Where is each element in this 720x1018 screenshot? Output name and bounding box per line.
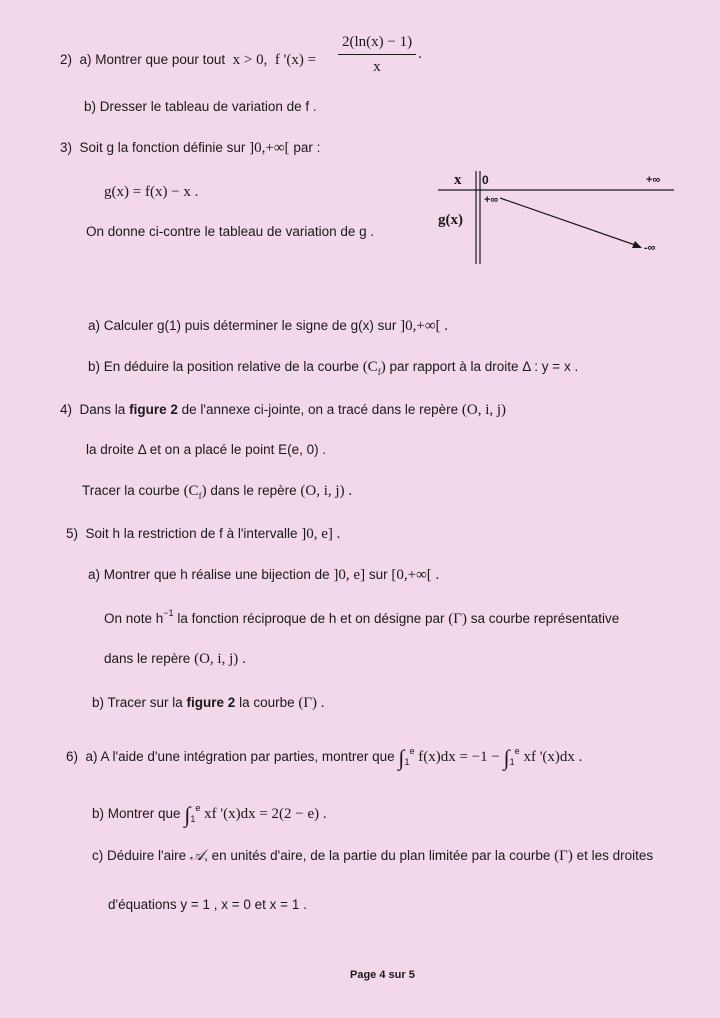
table-x-label: x [454, 172, 462, 188]
q4-line-2: la droite Δ et on a placé le point E(e, 0) . [86, 442, 327, 457]
q3-line-b: b) En déduire la position relative de la courbe $(C_f)$ par rapport à la droite Δ : y = x . [88, 359, 579, 377]
table-g-label: g(x) [438, 212, 463, 228]
q5-line-b: b) Tracer sur la figure 2 la courbe (Γ) . [92, 695, 325, 711]
q3-intro: 3) Soit g la fonction définie sur ]0,+∞[ par : [60, 140, 321, 156]
integral-sign-icon: ∫ [398, 745, 405, 770]
q6-line-c: c) Déduire l'aire 𝒜, en unités d'aire, de la partie du plan limitée par la courbe (Γ) et les droites [92, 848, 654, 864]
q2-fraction: $\frac{2(\ln(x) - 1)}{x}$ . [336, 32, 422, 77]
page-footer: Page 4 sur 5 [350, 969, 415, 981]
q5-line-a: a) Montrer que h réalise une bijection de ]0, e] sur [0,+∞[ . [88, 567, 440, 583]
integral-sign-icon: ∫ [503, 745, 510, 770]
q6-line-d: d'équations y = 1 , x = 0 et x = 1 . [108, 897, 307, 912]
table-g-end: -∞ [644, 242, 656, 254]
q5-note: On note $h^{-1}$ la fonction réciproque de h et on désigne par (Γ) sa courbe représentative [104, 608, 620, 627]
table-g-start: +∞ [484, 194, 499, 206]
q3-g-def: g(x) = f(x) − x . [104, 184, 199, 200]
q5-repere: dans le repère (O, i, j) . [104, 651, 246, 667]
q6-line-a: 6) a) A l'aide d'une intégration par parties, montrer que $\int_1^e$ $f(x)dx = -1 - \int_1^e$ xf '(x)dx . [66, 745, 583, 770]
table-x-start: 0 [482, 173, 489, 187]
q3-given: On donne ci-contre le tableau de variation de g . [86, 224, 375, 239]
decreasing-arrow-line [500, 198, 638, 246]
table-x-end: +∞ [646, 174, 661, 186]
q2-line-a: 2) a) Montrer que pour tout x > 0, f '(x) = [60, 52, 317, 68]
integral-sign-icon: ∫ [184, 802, 191, 827]
q4-line-1: 4) Dans la figure 2 de l'annexe ci-jointe, on a tracé dans le repère (O, i, j) [60, 402, 507, 418]
q5-line-1: 5) Soit h la restriction de f à l'intervalle ]0, e] . [66, 526, 341, 542]
q6-line-b: b) Montrer que $\int_1^e$ xf '(x)dx = 2(2 − e) . [92, 802, 327, 827]
q4-line-3: Tracer la courbe $(C_f)$ dans le repère (O, i, j) . [82, 483, 353, 501]
variation-table [438, 168, 678, 268]
arrow-head-icon [632, 241, 642, 248]
q3-line-a: a) Calculer g(1) puis déterminer le signe de g(x) sur ]0,+∞[ . [88, 318, 449, 334]
variation-table-graphic [438, 168, 678, 268]
q2-line-b: b) Dresser le tableau de variation de f . [84, 99, 317, 114]
